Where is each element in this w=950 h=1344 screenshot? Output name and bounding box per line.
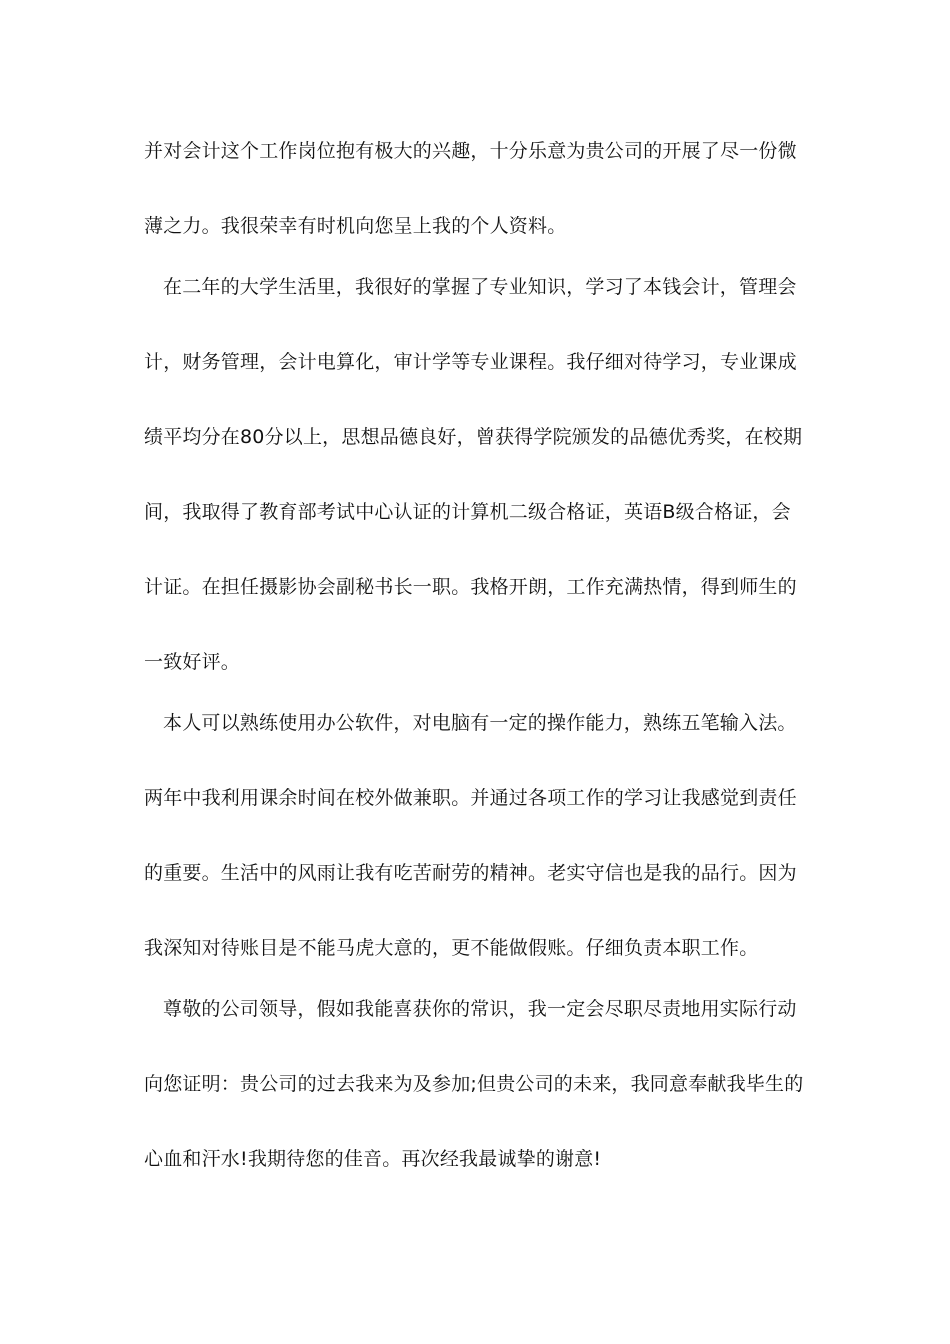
text-line: 向您证明：贵公司的过去我来为及参加;但贵公司的未来，我同意奉献我毕生的 <box>144 1073 804 1095</box>
text-line: 计，财务管理，会计电算化，审计学等专业课程。我仔细对待学习，专业课成 <box>144 351 797 373</box>
paragraph-start-line: 本人可以熟练使用办公软件，对电脑有一定的操作能力，熟练五笔输入法。 <box>163 712 797 734</box>
paragraph-start-line: 在二年的大学生活里，我很好的掌握了专业知识，学习了本钱会计，管理会 <box>163 276 797 298</box>
text-line: 间，我取得了教育部考试中心认证的计算机二级合格证，英语B级合格证，会 <box>144 501 791 523</box>
text-line: 计证。在担任摄影协会副秘书长一职。我格开朗，工作充满热情，得到师生的 <box>144 576 797 598</box>
text-line: 两年中我利用课余时间在校外做兼职。并通过各项工作的学习让我感觉到责任 <box>144 787 797 809</box>
paragraph-start-line: 尊敬的公司领导，假如我能喜获你的常识，我一定会尽职尽责地用实际行动 <box>163 998 797 1020</box>
text-line: 的重要。生活中的风雨让我有吃苦耐劳的精神。老实守信也是我的品行。因为 <box>144 862 797 884</box>
text-line: 并对会计这个工作岗位抱有极大的兴趣，十分乐意为贵公司的开展了尽一份微 <box>144 140 797 162</box>
text-line: 薄之力。我很荣幸有时机向您呈上我的个人资料。 <box>144 215 567 237</box>
text-line: 心血和汗水!我期待您的佳音。再次经我最诚挚的谢意! <box>144 1148 602 1170</box>
text-line: 我深知对待账目是不能马虎大意的，更不能做假账。仔细负责本职工作。 <box>144 937 759 959</box>
text-line: 绩平均分在80分以上，思想品德良好，曾获得学院颁发的品德优秀奖，在校期 <box>144 426 803 448</box>
text-line: 一致好评。 <box>144 651 241 673</box>
